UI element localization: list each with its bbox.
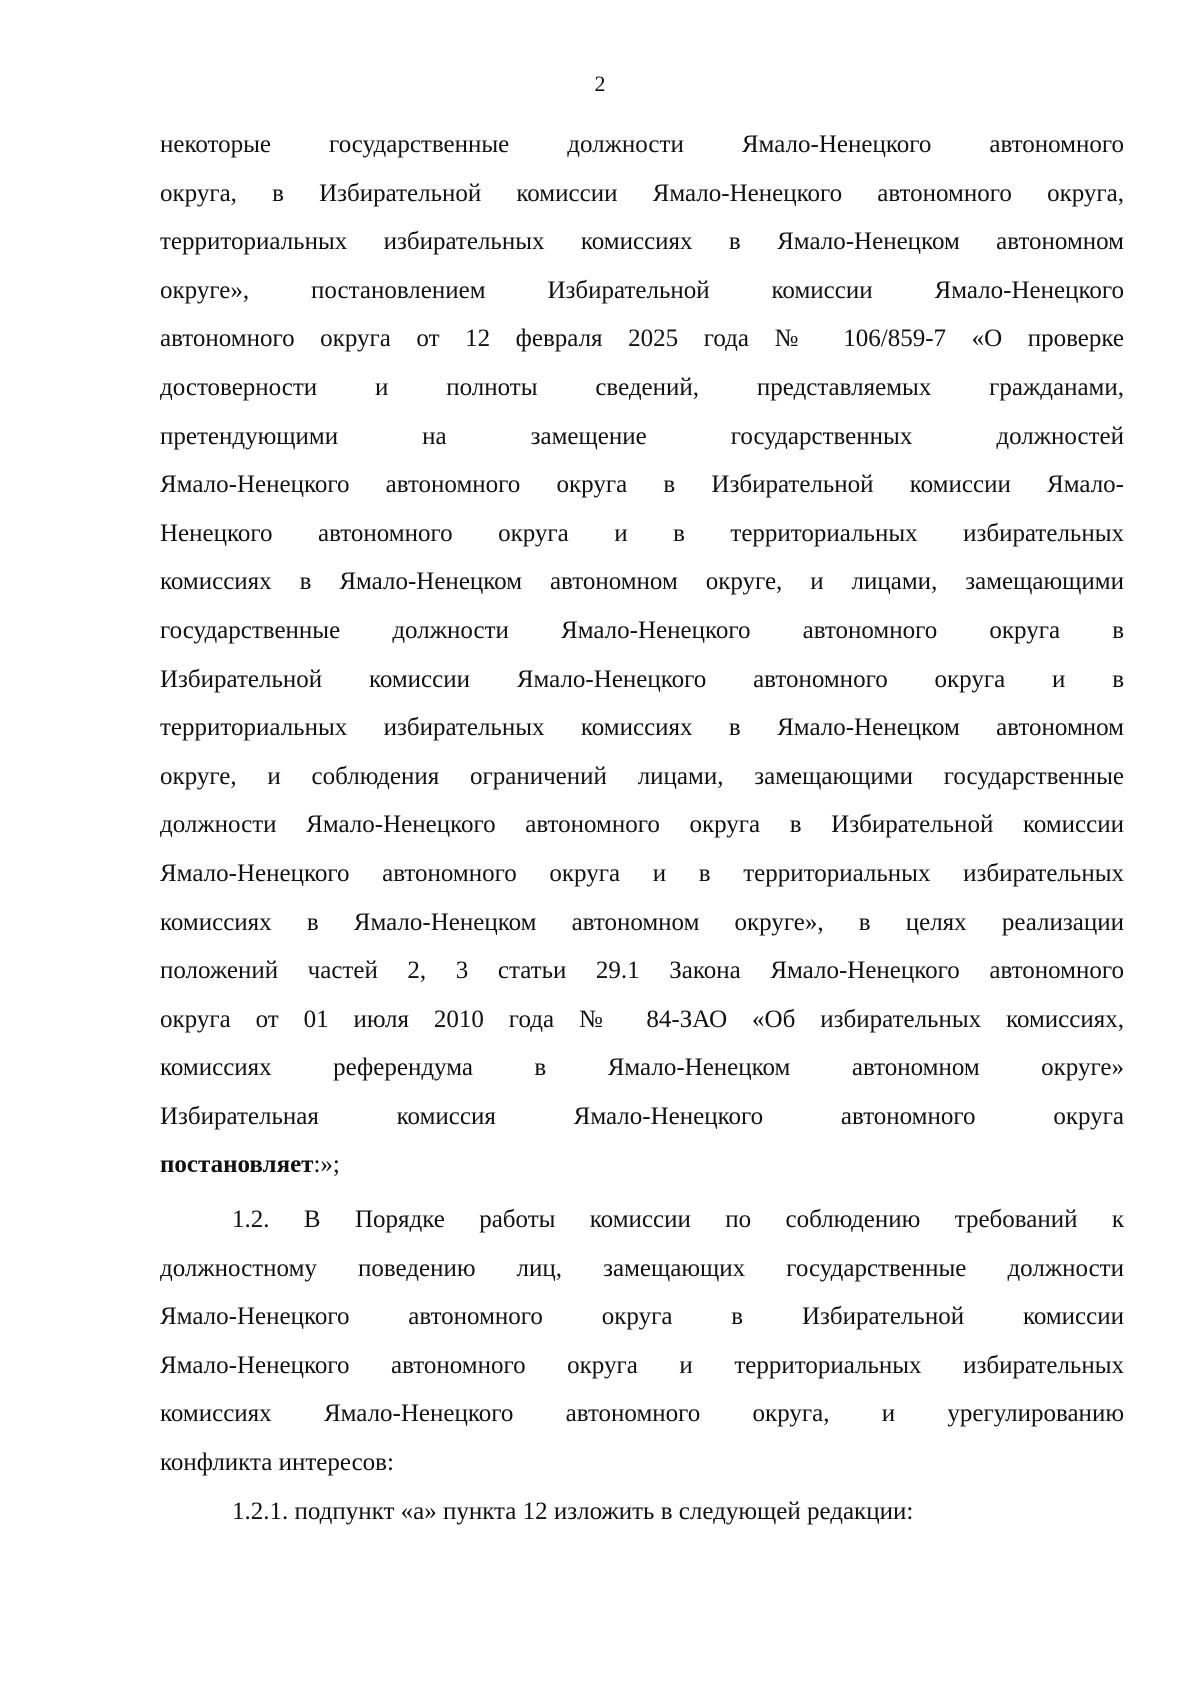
text-line: Ямало-Ненецкого автономного округа в Избирательной комиссии: [160, 1303, 1124, 1331]
resolves-keyword: постановляет: [160, 1151, 314, 1179]
text-line: должности Ямало-Ненецкого автономного округа в Избирательной комиссии: [160, 811, 1124, 839]
text-line: Ямало-Ненецкого автономного округа и в территориальных избирательных: [160, 859, 1124, 887]
text-line: достоверности и полноты сведений, представляемых гражданами,: [160, 373, 1124, 401]
text-line: округа от 01 июля 2010 года № 84-ЗАО «Об избирательных комиссиях,: [160, 1005, 1124, 1033]
text-line: округе», постановлением Избирательной комиссии Ямало-Ненецкого: [160, 276, 1124, 304]
text-line: округе, и соблюдения ограничений лицами, замещающими государственные: [160, 762, 1124, 790]
text-line: территориальных избирательных комиссиях в Ямало-Ненецком автономном: [160, 714, 1124, 742]
text-line: положений частей 2, 3 статьи 29.1 Закона Ямало-Ненецкого автономного: [160, 957, 1124, 985]
text-line: Ямало-Ненецкого автономного округа и территориальных избирательных: [160, 1351, 1124, 1379]
section-1-2-1: 1.2.1. подпункт «а» пункта 12 изложить в следующей редакции:: [232, 1497, 914, 1525]
text-line: Избирательная комиссия Ямало-Ненецкого автономного округа: [160, 1102, 1124, 1130]
section-1-2: [160, 1196, 1124, 1536]
text-line: конфликта интересов:: [160, 1448, 394, 1476]
paragraph-resolution-basis: [160, 121, 1124, 1190]
text-line: комиссиях Ямало-Ненецкого автономного округа, и урегулированию: [160, 1400, 1124, 1428]
text-line: Ямало-Ненецкого автономного округа в Избирательной комиссии Ямало-: [160, 471, 1124, 499]
text-line: территориальных избирательных комиссиях в Ямало-Ненецком автономном: [160, 228, 1124, 256]
text-line: должностному поведению лиц, замещающих государственные должности: [160, 1254, 1124, 1282]
text-line: комиссиях в Ямало-Ненецком автономном округе, и лицами, замещающими: [160, 568, 1124, 596]
text-line: автономного округа от 12 февраля 2025 года № 106/859-7 «О проверке: [160, 325, 1124, 353]
text-line: округа, в Избирательной комиссии Ямало-Ненецкого автономного округа,: [160, 179, 1124, 207]
resolves-punctuation: :»;: [313, 1151, 340, 1179]
text-line: 1.2. В Порядке работы комиссии по соблюдению требований к: [232, 1206, 1124, 1233]
text-line: Избирательной комиссии Ямало-Ненецкого автономного округа и в: [160, 665, 1124, 693]
text-line: некоторые государственные должности Ямало-Ненецкого автономного: [160, 131, 1124, 158]
text-line-resolves: [160, 1141, 1124, 1190]
page-number: 2: [594, 71, 606, 96]
text-line: комиссиях референдума в Ямало-Ненецком автономном округе»: [160, 1054, 1124, 1082]
text-line: государственные должности Ямало-Ненецкого автономного округа в: [160, 616, 1124, 644]
text-line: комиссиях в Ямало-Ненецком автономном округе», в целях реализации: [160, 908, 1124, 936]
text-line: претендующими на замещение государственных должностей: [160, 422, 1124, 450]
text-line: Ненецкого автономного округа и в территориальных избирательных: [160, 519, 1124, 547]
